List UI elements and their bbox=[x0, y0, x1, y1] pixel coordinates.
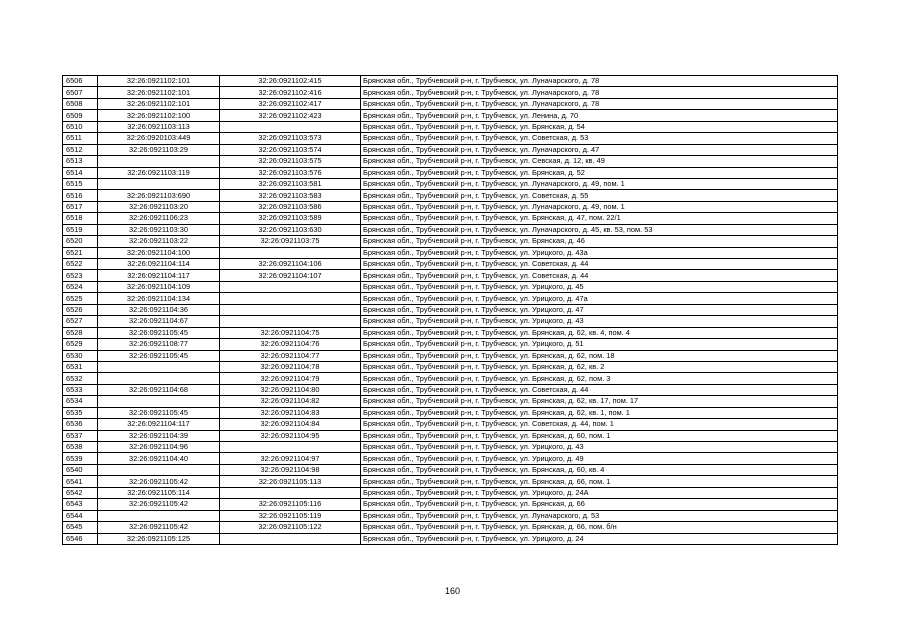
row-number-cell: 6521 bbox=[63, 247, 98, 258]
table-row bbox=[63, 76, 838, 87]
parcel-cadastral-number-cell: 32:26:0921105:45 bbox=[98, 407, 220, 418]
object-cadastral-number-cell: 32:26:0921104:83 bbox=[220, 407, 361, 418]
address-cell: Брянская обл., Трубчевский р-н, г. Трубчевск, ул. Брянская, д. 62, кв. 4, пом. 4 bbox=[361, 327, 838, 338]
row-number-cell: 6540 bbox=[63, 464, 98, 475]
row-number-cell: 6508 bbox=[63, 98, 98, 109]
address-cell: Брянская обл., Трубчевский р-н, г. Трубчевск, ул. Советская, д. 55 bbox=[361, 190, 838, 201]
table-row bbox=[63, 476, 838, 487]
row-number-cell: 6524 bbox=[63, 281, 98, 292]
parcel-cadastral-number-cell: 32:26:0920103:449 bbox=[98, 133, 220, 144]
row-number-cell: 6519 bbox=[63, 224, 98, 235]
object-cadastral-number-cell: 32:26:0921103:575 bbox=[220, 156, 361, 167]
row-number-cell: 6510 bbox=[63, 121, 98, 132]
parcel-cadastral-number-cell: 32:26:0921104:100 bbox=[98, 247, 220, 258]
address-cell: Брянская обл., Трубчевский р-н, г. Трубчевск, ул. Брянская, д. 62, кв. 2 bbox=[361, 361, 838, 372]
row-number-cell: 6516 bbox=[63, 190, 98, 201]
table-row bbox=[63, 384, 838, 395]
object-cadastral-number-cell: 32:26:0921104:79 bbox=[220, 373, 361, 384]
address-cell: Брянская обл., Трубчевский р-н, г. Трубчевск, ул. Ленина, д. 70 bbox=[361, 110, 838, 121]
row-number-cell: 6509 bbox=[63, 110, 98, 121]
address-cell: Брянская обл., Трубчевский р-н, г. Трубчевск, ул. Советская, д. 44 bbox=[361, 270, 838, 281]
row-number-cell: 6533 bbox=[63, 384, 98, 395]
address-cell: Брянская обл., Трубчевский р-н, г. Трубчевск, ул. Луначарского, д. 53 bbox=[361, 510, 838, 521]
address-cell: Брянская обл., Трубчевский р-н, г. Трубчевск, ул. Урицкого, д. 24 bbox=[361, 533, 838, 544]
row-number-cell: 6526 bbox=[63, 304, 98, 315]
row-number-cell: 6544 bbox=[63, 510, 98, 521]
row-number-cell: 6513 bbox=[63, 156, 98, 167]
row-number-cell: 6539 bbox=[63, 453, 98, 464]
parcel-cadastral-number-cell bbox=[98, 361, 220, 372]
parcel-cadastral-number-cell: 32:26:0921104:117 bbox=[98, 270, 220, 281]
parcel-cadastral-number-cell: 32:26:0921104:117 bbox=[98, 419, 220, 430]
object-cadastral-number-cell: 32:26:0921105:116 bbox=[220, 499, 361, 510]
table-row bbox=[63, 133, 838, 144]
row-number-cell: 6535 bbox=[63, 407, 98, 418]
object-cadastral-number-cell: 32:26:0921102:416 bbox=[220, 87, 361, 98]
row-number-cell: 6530 bbox=[63, 350, 98, 361]
object-cadastral-number-cell: 32:26:0921104:75 bbox=[220, 327, 361, 338]
object-cadastral-number-cell bbox=[220, 487, 361, 498]
row-number-cell: 6518 bbox=[63, 213, 98, 224]
object-cadastral-number-cell: 32:26:0921103:589 bbox=[220, 213, 361, 224]
table-row bbox=[63, 213, 838, 224]
table-row bbox=[63, 144, 838, 155]
address-cell: Брянская обл., Трубчевский р-н, г. Трубчевск, ул. Брянская, д. 60, кв. 4 bbox=[361, 464, 838, 475]
object-cadastral-number-cell: 32:26:0921102:415 bbox=[220, 76, 361, 87]
address-cell: Брянская обл., Трубчевский р-н, г. Трубчевск, ул. Урицкого, д. 47 bbox=[361, 304, 838, 315]
object-cadastral-number-cell: 32:26:0921104:80 bbox=[220, 384, 361, 395]
row-number-cell: 6520 bbox=[63, 236, 98, 247]
parcel-cadastral-number-cell: 32:26:0921103:29 bbox=[98, 144, 220, 155]
object-cadastral-number-cell: 32:26:0921103:576 bbox=[220, 167, 361, 178]
object-cadastral-number-cell: 32:26:0921104:78 bbox=[220, 361, 361, 372]
address-cell: Брянская обл., Трубчевский р-н, г. Трубчевск, ул. Советская, д. 53 bbox=[361, 133, 838, 144]
address-cell: Брянская обл., Трубчевский р-н, г. Трубчевск, ул. Луначарского, д. 49, пом. 1 bbox=[361, 201, 838, 212]
row-number-cell: 6522 bbox=[63, 259, 98, 270]
table-row bbox=[63, 110, 838, 121]
object-cadastral-number-cell: 32:26:0921103:75 bbox=[220, 236, 361, 247]
table-row bbox=[63, 373, 838, 384]
parcel-cadastral-number-cell: 32:26:0921104:114 bbox=[98, 259, 220, 270]
row-number-cell: 6507 bbox=[63, 87, 98, 98]
parcel-cadastral-number-cell: 32:26:0921108:77 bbox=[98, 339, 220, 350]
parcel-cadastral-number-cell: 32:26:0921104:36 bbox=[98, 304, 220, 315]
object-cadastral-number-cell: 32:26:0921104:76 bbox=[220, 339, 361, 350]
object-cadastral-number-cell: 32:26:0921105:113 bbox=[220, 476, 361, 487]
address-cell: Брянская обл., Трубчевский р-н, г. Трубчевск, ул. Брянская, д. 54 bbox=[361, 121, 838, 132]
address-cell: Брянская обл., Трубчевский р-н, г. Трубчевск, ул. Луначарского, д. 78 bbox=[361, 98, 838, 109]
row-number-cell: 6511 bbox=[63, 133, 98, 144]
address-cell: Брянская обл., Трубчевский р-н, г. Трубчевск, ул. Урицкого, д. 47а bbox=[361, 293, 838, 304]
address-cell: Брянская обл., Трубчевский р-н, г. Трубчевск, ул. Урицкого, д. 43 bbox=[361, 316, 838, 327]
table-row bbox=[63, 121, 838, 132]
table-row bbox=[63, 178, 838, 189]
parcel-cadastral-number-cell: 32:26:0921102:101 bbox=[98, 98, 220, 109]
parcel-cadastral-number-cell: 32:26:0921103:22 bbox=[98, 236, 220, 247]
row-number-cell: 6545 bbox=[63, 522, 98, 533]
parcel-cadastral-number-cell: 32:26:0921105:42 bbox=[98, 476, 220, 487]
address-cell: Брянская обл., Трубчевский р-н, г. Трубчевск, ул. Советская, д. 44 bbox=[361, 384, 838, 395]
address-cell: Брянская обл., Трубчевский р-н, г. Трубчевск, ул. Луначарского, д. 49, пом. 1 bbox=[361, 178, 838, 189]
address-cell: Брянская обл., Трубчевский р-н, г. Трубчевск, ул. Брянская, д. 66, пом. б/н bbox=[361, 522, 838, 533]
table-row bbox=[63, 407, 838, 418]
parcel-cadastral-number-cell: 32:26:0921105:45 bbox=[98, 327, 220, 338]
object-cadastral-number-cell: 32:26:0921102:417 bbox=[220, 98, 361, 109]
parcel-cadastral-number-cell: 32:26:0921102:101 bbox=[98, 87, 220, 98]
row-number-cell: 6538 bbox=[63, 442, 98, 453]
parcel-cadastral-number-cell bbox=[98, 510, 220, 521]
row-number-cell: 6534 bbox=[63, 396, 98, 407]
address-cell: Брянская обл., Трубчевский р-н, г. Трубчевск, ул. Луначарского, д. 78 bbox=[361, 87, 838, 98]
parcel-cadastral-number-cell: 32:26:0921103:113 bbox=[98, 121, 220, 132]
parcel-cadastral-number-cell: 32:26:0921103:690 bbox=[98, 190, 220, 201]
object-cadastral-number-cell: 32:26:0921103:581 bbox=[220, 178, 361, 189]
table-row bbox=[63, 419, 838, 430]
table-row bbox=[63, 98, 838, 109]
parcel-cadastral-number-cell bbox=[98, 396, 220, 407]
address-cell: Брянская обл., Трубчевский р-н, г. Трубчевск, ул. Брянская, д. 52 bbox=[361, 167, 838, 178]
parcel-cadastral-number-cell: 32:26:0921104:68 bbox=[98, 384, 220, 395]
object-cadastral-number-cell: 32:26:0921104:84 bbox=[220, 419, 361, 430]
row-number-cell: 6506 bbox=[63, 76, 98, 87]
table-row bbox=[63, 316, 838, 327]
object-cadastral-number-cell: 32:26:0921103:586 bbox=[220, 201, 361, 212]
parcel-cadastral-number-cell bbox=[98, 178, 220, 189]
row-number-cell: 6532 bbox=[63, 373, 98, 384]
object-cadastral-number-cell: 32:26:0921104:106 bbox=[220, 259, 361, 270]
parcel-cadastral-number-cell: 32:26:0921105:114 bbox=[98, 487, 220, 498]
object-cadastral-number-cell bbox=[220, 293, 361, 304]
object-cadastral-number-cell bbox=[220, 304, 361, 315]
address-cell: Брянская обл., Трубчевский р-н, г. Трубчевск, ул. Советская, д. 44, пом. 1 bbox=[361, 419, 838, 430]
table-row bbox=[63, 293, 838, 304]
table-row bbox=[63, 522, 838, 533]
address-cell: Брянская обл., Трубчевский р-н, г. Трубчевск, ул. Брянская, д. 62, кв. 17, пом. 17 bbox=[361, 396, 838, 407]
row-number-cell: 6515 bbox=[63, 178, 98, 189]
table-row bbox=[63, 87, 838, 98]
address-cell: Брянская обл., Трубчевский р-н, г. Трубчевск, ул. Брянская, д. 66 bbox=[361, 499, 838, 510]
page-number: 160 bbox=[444, 586, 461, 596]
cadastral-register-table bbox=[62, 75, 838, 545]
row-number-cell: 6531 bbox=[63, 361, 98, 372]
address-cell: Брянская обл., Трубчевский р-н, г. Трубчевск, ул. Брянская, д. 62, пом. 18 bbox=[361, 350, 838, 361]
object-cadastral-number-cell bbox=[220, 316, 361, 327]
address-cell: Брянская обл., Трубчевский р-н, г. Трубчевск, ул. Луначарского, д. 47 bbox=[361, 144, 838, 155]
object-cadastral-number-cell: 32:26:0921104:107 bbox=[220, 270, 361, 281]
parcel-cadastral-number-cell: 32:26:0921105:125 bbox=[98, 533, 220, 544]
table-row bbox=[63, 361, 838, 372]
object-cadastral-number-cell: 32:26:0921104:98 bbox=[220, 464, 361, 475]
object-cadastral-number-cell: 32:26:0921103:583 bbox=[220, 190, 361, 201]
table-row bbox=[63, 464, 838, 475]
address-cell: Брянская обл., Трубчевский р-н, г. Трубчевск, ул. Урицкого, д. 49 bbox=[361, 453, 838, 464]
row-number-cell: 6536 bbox=[63, 419, 98, 430]
table-row bbox=[63, 442, 838, 453]
object-cadastral-number-cell: 32:26:0921104:97 bbox=[220, 453, 361, 464]
address-cell: Брянская обл., Трубчевский р-н, г. Трубчевск, ул. Урицкого, д. 43 bbox=[361, 442, 838, 453]
table-row bbox=[63, 224, 838, 235]
row-number-cell: 6523 bbox=[63, 270, 98, 281]
table-row bbox=[63, 396, 838, 407]
object-cadastral-number-cell: 32:26:0921104:95 bbox=[220, 430, 361, 441]
table-row bbox=[63, 270, 838, 281]
object-cadastral-number-cell: 32:26:0921104:77 bbox=[220, 350, 361, 361]
parcel-cadastral-number-cell: 32:26:0921104:109 bbox=[98, 281, 220, 292]
object-cadastral-number-cell: 32:26:0921105:122 bbox=[220, 522, 361, 533]
table-body bbox=[63, 76, 838, 545]
parcel-cadastral-number-cell: 32:26:0921103:30 bbox=[98, 224, 220, 235]
object-cadastral-number-cell bbox=[220, 442, 361, 453]
row-number-cell: 6514 bbox=[63, 167, 98, 178]
object-cadastral-number-cell: 32:26:0921103:574 bbox=[220, 144, 361, 155]
row-number-cell: 6517 bbox=[63, 201, 98, 212]
parcel-cadastral-number-cell: 32:26:0921103:119 bbox=[98, 167, 220, 178]
address-cell: Брянская обл., Трубчевский р-н, г. Трубчевск, ул. Луначарского, д. 45, кв. 53, пом. 53 bbox=[361, 224, 838, 235]
parcel-cadastral-number-cell: 32:26:0921104:134 bbox=[98, 293, 220, 304]
parcel-cadastral-number-cell: 32:26:0921104:40 bbox=[98, 453, 220, 464]
object-cadastral-number-cell: 32:26:0921102:423 bbox=[220, 110, 361, 121]
object-cadastral-number-cell: 32:26:0921105:119 bbox=[220, 510, 361, 521]
object-cadastral-number-cell: 32:26:0921103:630 bbox=[220, 224, 361, 235]
table-row bbox=[63, 487, 838, 498]
address-cell: Брянская обл., Трубчевский р-н, г. Трубчевск, ул. Брянская, д. 47, пом. 22/1 bbox=[361, 213, 838, 224]
parcel-cadastral-number-cell: 32:26:0921105:42 bbox=[98, 499, 220, 510]
object-cadastral-number-cell bbox=[220, 247, 361, 258]
parcel-cadastral-number-cell bbox=[98, 373, 220, 384]
table-row bbox=[63, 281, 838, 292]
address-cell: Брянская обл., Трубчевский р-н, г. Трубчевск, ул. Советская, д. 44 bbox=[361, 259, 838, 270]
address-cell: Брянская обл., Трубчевский р-н, г. Трубчевск, ул. Луначарского, д. 78 bbox=[361, 76, 838, 87]
row-number-cell: 6543 bbox=[63, 499, 98, 510]
row-number-cell: 6527 bbox=[63, 316, 98, 327]
table-row bbox=[63, 533, 838, 544]
table-row bbox=[63, 453, 838, 464]
row-number-cell: 6525 bbox=[63, 293, 98, 304]
address-cell: Брянская обл., Трубчевский р-н, г. Трубчевск, ул. Урицкого, д. 43а bbox=[361, 247, 838, 258]
table-row bbox=[63, 327, 838, 338]
object-cadastral-number-cell bbox=[220, 533, 361, 544]
table-row bbox=[63, 167, 838, 178]
object-cadastral-number-cell: 32:26:0921104:82 bbox=[220, 396, 361, 407]
parcel-cadastral-number-cell: 32:26:0921102:101 bbox=[98, 76, 220, 87]
parcel-cadastral-number-cell: 32:26:0921106:23 bbox=[98, 213, 220, 224]
parcel-cadastral-number-cell bbox=[98, 156, 220, 167]
table-row bbox=[63, 339, 838, 350]
object-cadastral-number-cell bbox=[220, 281, 361, 292]
table-row bbox=[63, 304, 838, 315]
table-row bbox=[63, 190, 838, 201]
object-cadastral-number-cell: 32:26:0921103:573 bbox=[220, 133, 361, 144]
table-row bbox=[63, 350, 838, 361]
address-cell: Брянская обл., Трубчевский р-н, г. Трубчевск, ул. Брянская, д. 66, пом. 1 bbox=[361, 476, 838, 487]
row-number-cell: 6546 bbox=[63, 533, 98, 544]
table-row bbox=[63, 259, 838, 270]
table-row bbox=[63, 247, 838, 258]
address-cell: Брянская обл., Трубчевский р-н, г. Трубчевск, ул. Брянская, д. 60, пом. 1 bbox=[361, 430, 838, 441]
row-number-cell: 6542 bbox=[63, 487, 98, 498]
address-cell: Брянская обл., Трубчевский р-н, г. Трубчевск, ул. Брянская, д. 46 bbox=[361, 236, 838, 247]
address-cell: Брянская обл., Трубчевский р-н, г. Трубчевск, ул. Урицкого, д. 45 bbox=[361, 281, 838, 292]
row-number-cell: 6529 bbox=[63, 339, 98, 350]
parcel-cadastral-number-cell: 32:26:0921104:67 bbox=[98, 316, 220, 327]
row-number-cell: 6512 bbox=[63, 144, 98, 155]
parcel-cadastral-number-cell bbox=[98, 464, 220, 475]
table-row bbox=[63, 499, 838, 510]
address-cell: Брянская обл., Трубчевский р-н, г. Трубчевск, ул. Урицкого, д. 51 bbox=[361, 339, 838, 350]
parcel-cadastral-number-cell: 32:26:0921103:20 bbox=[98, 201, 220, 212]
table-row bbox=[63, 236, 838, 247]
parcel-cadastral-number-cell: 32:26:0921105:45 bbox=[98, 350, 220, 361]
object-cadastral-number-cell bbox=[220, 121, 361, 132]
row-number-cell: 6541 bbox=[63, 476, 98, 487]
address-cell: Брянская обл., Трубчевский р-н, г. Трубчевск, ул. Брянская, д. 62, кв. 1, пом. 1 bbox=[361, 407, 838, 418]
parcel-cadastral-number-cell: 32:26:0921104:96 bbox=[98, 442, 220, 453]
parcel-cadastral-number-cell: 32:26:0921104:39 bbox=[98, 430, 220, 441]
row-number-cell: 6528 bbox=[63, 327, 98, 338]
parcel-cadastral-number-cell: 32:26:0921105:42 bbox=[98, 522, 220, 533]
address-cell: Брянская обл., Трубчевский р-н, г. Трубчевск, ул. Севская, д. 12, кв. 49 bbox=[361, 156, 838, 167]
table-row bbox=[63, 156, 838, 167]
table-row bbox=[63, 510, 838, 521]
address-cell: Брянская обл., Трубчевский р-н, г. Трубчевск, ул. Брянская, д. 62, пом. 3 bbox=[361, 373, 838, 384]
parcel-cadastral-number-cell: 32:26:0921102:100 bbox=[98, 110, 220, 121]
address-cell: Брянская обл., Трубчевский р-н, г. Трубчевск, ул. Урицкого, д. 24А bbox=[361, 487, 838, 498]
table-row bbox=[63, 430, 838, 441]
table-row bbox=[63, 201, 838, 212]
row-number-cell: 6537 bbox=[63, 430, 98, 441]
